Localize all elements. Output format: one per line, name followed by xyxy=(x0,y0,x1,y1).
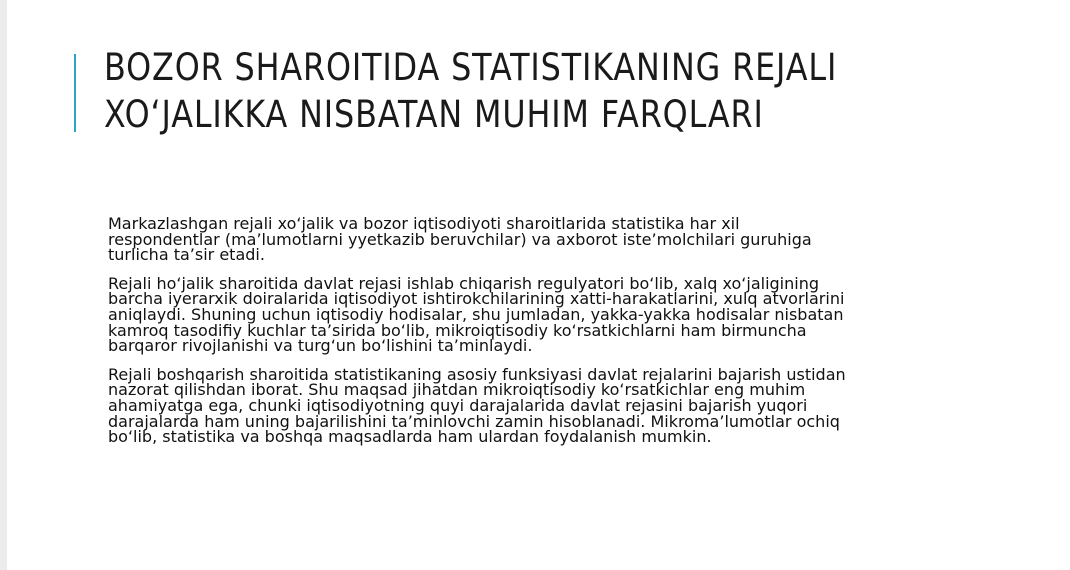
slide-left-edge xyxy=(0,0,7,570)
paragraph-line: ahamiyatga ega, chunki iqtisodiyotning quyi darajalarida davlat rejasini bajarish yuqori xyxy=(108,395,808,415)
paragraph-line: barqaror rivojlanishi va turg‘un bo‘lishini ta’minlaydi. xyxy=(108,336,533,356)
paragraph-line: kamroq tasodifiy kuchlar ta’sirida bo‘lib, mikroiqtisodiy ko‘rsatkichlarni ham birmuncha xyxy=(108,320,807,340)
paragraph-line: nazorat qilishdan iborat. Shu maqsad jihatdan mikroiqtisodiy ko‘rsatkichlar eng muhim xyxy=(108,380,806,400)
paragraph-line: Markazlashgan rejali xo‘jalik va bozor iqtisodiyoti sharoitlarida statistika har xil xyxy=(108,214,740,233)
paragraph-line: aniqlaydi. Shuning uchun iqtisodiy hodisalar, shu jumladan, yakka-yakka hodisalar nisbatan xyxy=(108,304,844,324)
paragraph-line: turlicha ta’sir etadi. xyxy=(108,245,265,265)
paragraph-line: Rejali boshqarish sharoitida statistikaning asosiy funksiyasi davlat rejalarini bajarish ustidan xyxy=(108,364,846,384)
slide-title-line-2: XO‘JALIKKA NISBATAN MUHIM FARQLARI xyxy=(104,93,764,136)
paragraph-line: bo‘lib, statistika va boshqa maqsadlarda ham ulardan foydalanish mumkin. xyxy=(108,427,712,447)
paragraph-2 xyxy=(108,273,958,356)
paragraph-line: Rejali ho‘jalik sharoitida davlat rejasi ishlab chiqarish regulyatori bo‘lib, xalq xo‘jaligining xyxy=(108,273,819,293)
slide-title-line-1: BOZOR SHAROITIDA STATISTIKANING REJALI xyxy=(104,46,838,89)
paragraph-line: respondentlar (ma’lumotlarni yyetkazib beruvchilar) va axborot iste’molchilari guruhiga xyxy=(108,229,812,249)
paragraph-line: barcha iyerarxik doiralarida iqtisodiyot ishtirokchilarining xatti-harakatlarini, xulq atvorlarini xyxy=(108,289,845,309)
paragraph-3 xyxy=(108,364,958,447)
slide-title xyxy=(104,44,878,138)
title-accent-bar xyxy=(74,54,76,132)
paragraph-line: darajalarda ham uning bajarilishini ta’minlovchi zamin hisoblanadi. Mikroma’lumotlar ochiq xyxy=(108,411,840,431)
slide-body xyxy=(108,216,958,458)
paragraph-1 xyxy=(108,216,958,263)
